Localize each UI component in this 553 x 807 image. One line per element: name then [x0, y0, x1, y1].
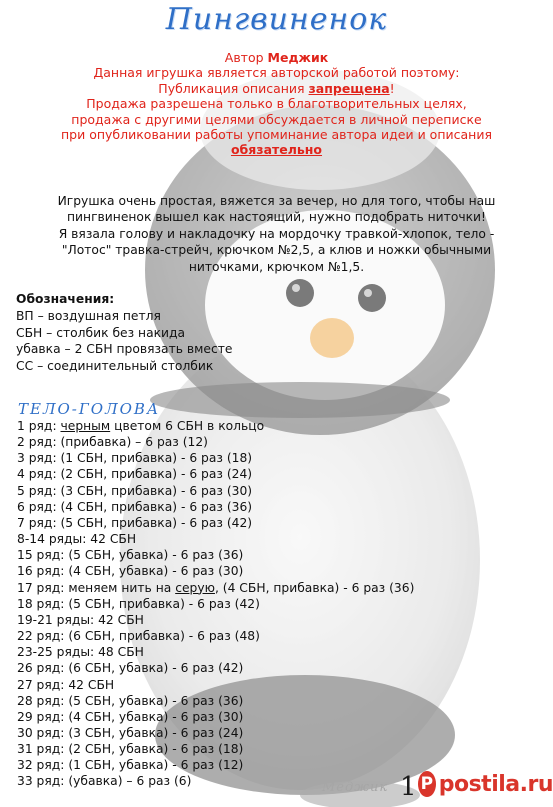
abbreviations-legend — [16, 291, 232, 375]
pattern-row: 7 ряд: (5 СБН, прибавка) - 6 раз (42) — [17, 515, 253, 530]
pattern-row: 4 ряд: (2 СБН, прибавка) - 6 раз (24) — [17, 467, 253, 482]
postila-watermark — [418, 764, 553, 804]
pattern-row: 6 ряд: (4 СБН, прибавка) - 6 раз (36) — [17, 499, 253, 514]
pattern-row: 18 ряд: (5 СБН, прибавка) - 6 раз (42) — [17, 596, 260, 611]
pattern-row: 8-14 ряды: 42 СБН — [17, 532, 137, 547]
legend-item: убавка – 2 СБН провязать вместе — [16, 342, 233, 357]
intro-line: Я вязала голову и накладочку на мордочку травкой-хлопок, тело - — [58, 226, 495, 241]
pattern-row: 22 ряд: (6 СБН, прибавка) - 6 раз (48) — [17, 629, 260, 644]
pattern-row: 28 ряд: (5 СБН, убавка) - 6 раз (36) — [17, 693, 244, 708]
pattern-row: 23-25 ряды: 48 СБН — [17, 645, 144, 660]
pattern-row: 32 ряд: (1 СБН, убавка) - 6 раз (12) — [17, 758, 244, 773]
pattern-row: 2 ряд: (прибавка) – 6 раз (12) — [17, 435, 208, 450]
author-notice — [20, 50, 533, 158]
pattern-row: 5 ряд: (3 СБН, прибавка) - 6 раз (30) — [17, 483, 253, 498]
pattern-row: 16 ряд: (4 СБН, убавка) - 6 раз (30) — [17, 564, 244, 579]
pattern-row: 19-21 ряды: 42 СБН — [17, 612, 144, 627]
page-title: Пингвиненок — [165, 2, 388, 37]
pattern-row: 26 ряд: (6 СБН, убавка) - 6 раз (42) — [17, 661, 244, 676]
pattern-row: 1 ряд: черным цветом 6 СБН в кольцо — [17, 419, 265, 433]
pattern-row: 30 ряд: (3 СБН, убавка) - 6 раз (24) — [17, 725, 244, 740]
legend-item: СС – соединительный столбик — [16, 359, 214, 374]
notice-line: продажа с другими целями обсуждается в личной переписке — [71, 111, 482, 127]
author-name: Меджик — [267, 50, 329, 65]
forbidden-word: запрещена — [308, 80, 390, 96]
pattern-row: 31 ряд: (2 СБН, убавка) - 6 раз (18) — [17, 742, 244, 757]
pattern-row: 17 ряд: меняем нить на серую, (4 СБН, прибавка) - 6 раз (36) — [17, 580, 415, 595]
legend-item: СБН – столбик без накида — [16, 325, 186, 340]
intro-line: ниточками, крючком №1,5. — [188, 259, 365, 274]
notice-line: Данная игрушка является авторской работой поэтому: — [93, 65, 460, 81]
legend-title: Обозначения: — [16, 292, 115, 306]
author-signature: Меджик — [322, 780, 389, 795]
notice-line: Публикация описания запрещена! — [158, 80, 395, 96]
pattern-rows — [17, 418, 414, 790]
intro-line: "Лотос" травка-стрейч, крючком №2,5, а клюв и ножки обычными — [61, 243, 492, 258]
pattern-row: 3 ряд: (1 СБН, прибавка) - 6 раз (18) — [17, 451, 253, 466]
pattern-row: 33 ряд: (убавка) – 6 раз (6) — [17, 774, 192, 789]
pattern-row: 15 ряд: (5 СБН, убавка) - 6 раз (36) — [17, 548, 244, 563]
pattern-row: 27 ряд: 42 СБН — [17, 677, 115, 692]
notice-line: при опубликовании работы упоминание автора идеи и описания — [61, 127, 492, 143]
postila-watermark-text: postila.ru — [438, 771, 553, 797]
intro-line: Игрушка очень простая, вяжется за вечер, но для того, чтобы наш — [57, 194, 496, 208]
pattern-row: 29 ряд: (4 СБН, убавка) - 6 раз (30) — [17, 709, 244, 724]
notice-line: Продажа разрешена только в благотворительных целях, — [86, 96, 467, 112]
section-title-body-head: ТЕЛО-ГОЛОВА — [18, 400, 161, 418]
author-line: Автор Меджик — [224, 50, 329, 65]
intro-paragraph — [0, 193, 553, 275]
page-number: 1 — [400, 772, 417, 802]
legend-item: ВП – воздушная петля — [16, 308, 161, 323]
intro-line: пингвиненок вышел как настоящий, нужно подобрать ниточки! — [67, 210, 486, 225]
postila-logo-icon: P — [418, 771, 436, 797]
mandatory-word: обязательно — [230, 142, 323, 158]
